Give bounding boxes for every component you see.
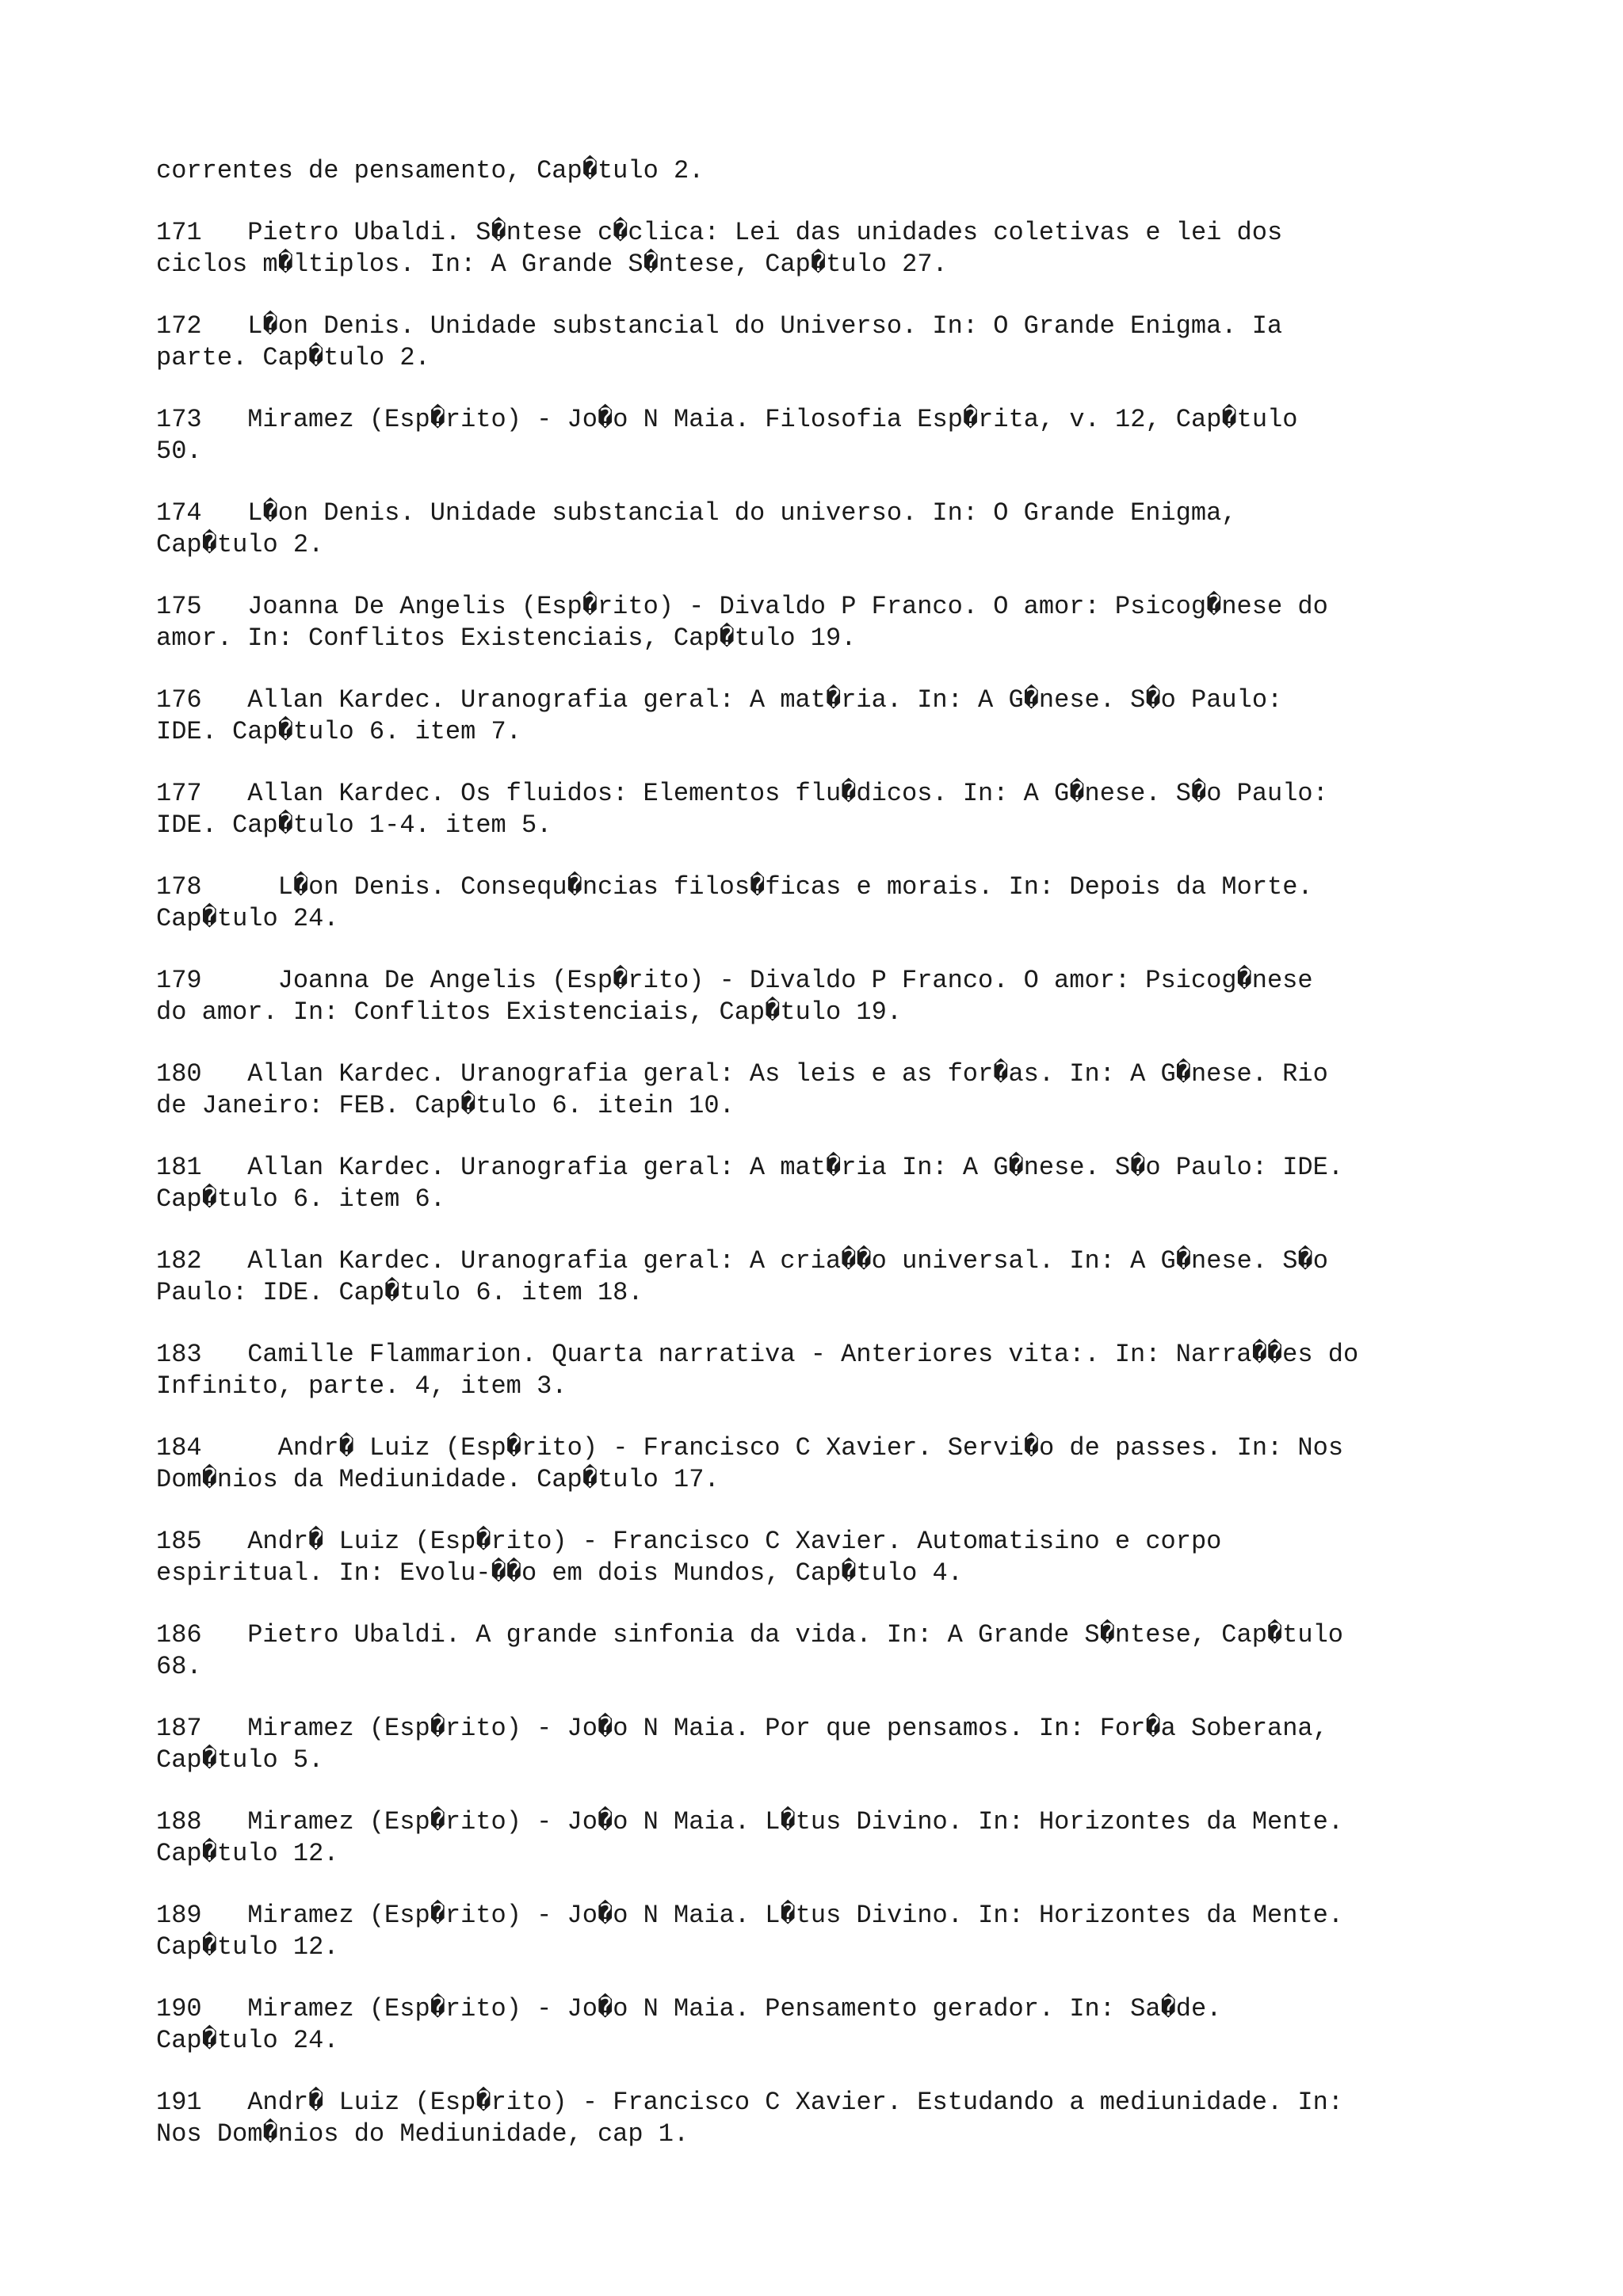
reference-line: Cap�tulo 6. item 6. [156,1184,445,1214]
reference-note [156,1432,1487,1496]
reference-line: espiritual. In: Evolu-��o em dois Mundos, Cap�tulo 4. [156,1558,963,1588]
reference-line: Paulo: IDE. Cap�tulo 6. item 18. [156,1278,643,1307]
reference-line: Cap�tulo 5. [156,1745,324,1775]
reference-line: Cap�tulo 24. [156,2026,339,2055]
reference-line: 186 Pietro Ubaldi. A grande sinfonia da vida. In: A Grande S�ntese, Cap�tulo [156,1620,1343,1650]
reference-note [156,778,1487,841]
reference-line: 177 Allan Kardec. Os fluidos: Elementos flu�dicos. In: A G�nese. S�o Paulo: [156,779,1328,808]
reference-note [156,1993,1487,2057]
reference-note [156,1713,1487,1776]
reference-line: 182 Allan Kardec. Uranografia geral: A cria��o universal. In: A G�nese. S�o [156,1246,1328,1276]
reference-line: 191 Andr� Luiz (Esp�rito) - Francisco C Xavier. Estudando a mediunidade. In: [156,2088,1343,2117]
reference-line: 175 Joanna De Angelis (Esp�rito) - Divaldo P Franco. O amor: Psicog�nese do [156,592,1328,621]
reference-line: Dom�nios da Mediunidade. Cap�tulo 17. [156,1465,720,1494]
reference-line: 172 L�on Denis. Unidade substancial do Universo. In: O Grande Enigma. Ia [156,311,1283,341]
reference-line: Cap�tulo 24. [156,904,339,933]
reference-line: Cap�tulo 12. [156,1839,339,1868]
references-body [156,155,1487,2180]
reference-line: Cap�tulo 12. [156,1932,339,1962]
reference-note [156,685,1487,748]
reference-note [156,1806,1487,1870]
reference-line: parte. Cap�tulo 2. [156,343,430,372]
reference-note [156,404,1487,467]
reference-line: 174 L�on Denis. Unidade substancial do universo. In: O Grande Enigma, [156,498,1237,528]
reference-line: 173 Miramez (Esp�rito) - Jo�o N Maia. Filosofia Esp�rita, v. 12, Cap�tulo [156,405,1298,434]
reference-line: 50. [156,437,202,466]
reference-line: de Janeiro: FEB. Cap�tulo 6. itein 10. [156,1091,735,1120]
reference-note [156,965,1487,1028]
reference-line: Infinito, parte. 4, item 3. [156,1371,567,1401]
reference-note [156,591,1487,654]
reference-line: 189 Miramez (Esp�rito) - Jo�o N Maia. L�tus Divino. In: Horizontes da Mente. [156,1901,1344,1930]
reference-line: 190 Miramez (Esp�rito) - Jo�o N Maia. Pensamento gerador. In: Sa�de. [156,1994,1222,2023]
reference-note [156,871,1487,935]
reference-line: 171 Pietro Ubaldi. S�ntese c�clica: Lei das unidades coletivas e lei dos [156,218,1283,247]
reference-line: 184 Andr� Luiz (Esp�rito) - Francisco C Xavier. Servi�o de passes. In: Nos [156,1433,1344,1463]
reference-line: Cap�tulo 2. [156,530,324,559]
reference-list [156,217,1487,2150]
reference-note [156,2087,1487,2150]
reference-note [156,1900,1487,1963]
reference-note [156,217,1487,280]
reference-note [156,1245,1487,1309]
reference-note [156,1339,1487,1402]
reference-note [156,498,1487,561]
reference-line: do amor. In: Conflitos Existenciais, Cap�tulo 19. [156,997,903,1027]
continuation-text: correntes de pensamento, Cap�tulo 2. [156,156,705,185]
reference-line: 180 Allan Kardec. Uranografia geral: As leis e as for�as. In: A G�nese. Rio [156,1059,1328,1089]
reference-line: amor. In: Conflitos Existenciais, Cap�tulo 19. [156,624,857,653]
reference-line: 183 Camille Flammarion. Quarta narrativa - Anteriores vita:. In: Narra��es do [156,1340,1359,1369]
reference-line: IDE. Cap�tulo 6. item 7. [156,717,521,746]
reference-line: 187 Miramez (Esp�rito) - Jo�o N Maia. Por que pensamos. In: For�a Soberana, [156,1714,1328,1743]
reference-line: 188 Miramez (Esp�rito) - Jo�o N Maia. L�tus Divino. In: Horizontes da Mente. [156,1807,1344,1836]
reference-note [156,311,1487,374]
reference-note [156,1526,1487,1589]
reference-line: IDE. Cap�tulo 1-4. item 5. [156,810,552,840]
reference-line: ciclos m�ltiplos. In: A Grande S�ntese, Cap�tulo 27. [156,250,948,279]
reference-line: 68. [156,1652,202,1681]
reference-line: 185 Andr� Luiz (Esp�rito) - Francisco C Xavier. Automatisino e corpo [156,1527,1222,1556]
reference-line: Nos Dom�nios do Mediunidade, cap 1. [156,2119,689,2149]
reference-note [156,1152,1487,1215]
reference-line: 181 Allan Kardec. Uranografia geral: A mat�ria In: A G�nese. S�o Paulo: IDE. [156,1153,1344,1182]
reference-note [156,1619,1487,1683]
reference-line: 178 L�on Denis. Consequ�ncias filos�ficas e morais. In: Depois da Morte. [156,872,1313,902]
reference-note [156,1058,1487,1122]
reference-line: 179 Joanna De Angelis (Esp�rito) - Divaldo P Franco. O amor: Psicog�nese [156,966,1313,995]
reference-line: 176 Allan Kardec. Uranografia geral: A mat�ria. In: A G�nese. S�o Paulo: [156,685,1283,715]
